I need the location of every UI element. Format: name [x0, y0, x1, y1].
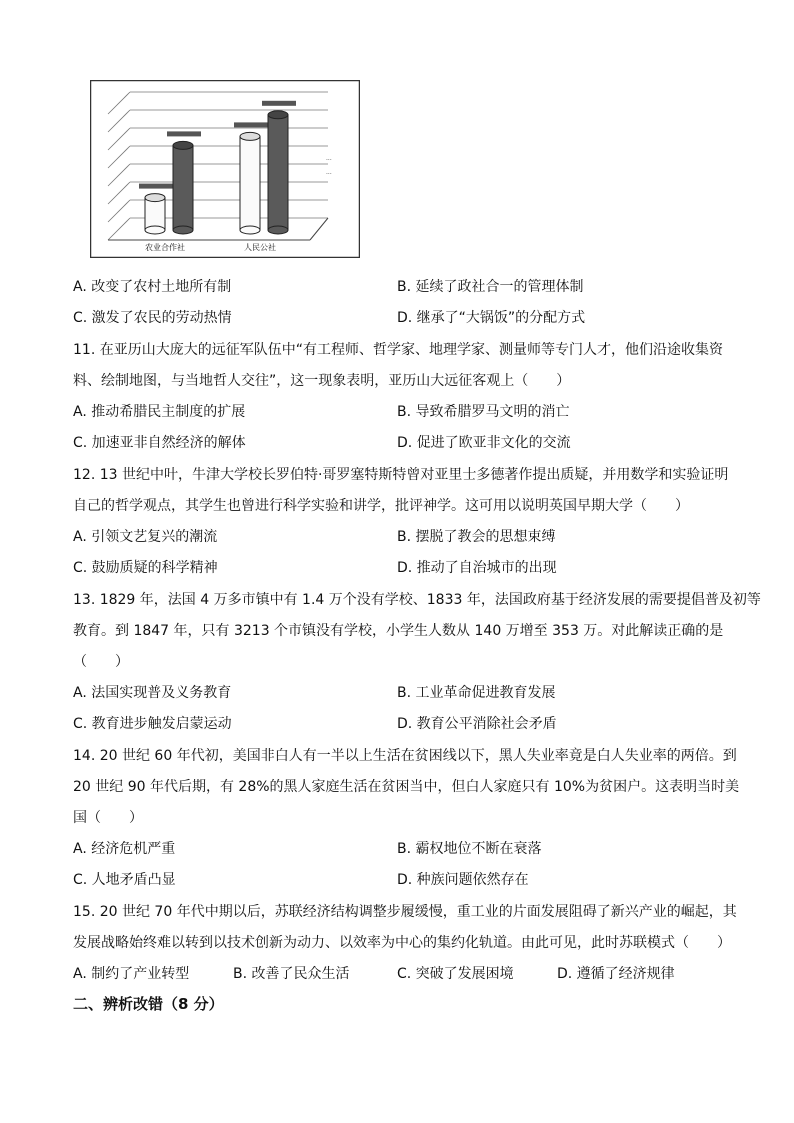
q10-option-b[interactable]: B. 延续了政社合一的管理体制 — [397, 279, 584, 295]
q13-option-c[interactable]: C. 教育进步触发启蒙运动 — [73, 716, 232, 732]
q12-option-c[interactable]: C. 鼓励质疑的科学精神 — [73, 560, 218, 576]
q14-option-b[interactable]: B. 霸权地位不断在衰落 — [397, 841, 542, 857]
bar-value-tag — [262, 101, 296, 106]
q15-stem-line-2: 发展战略始终难以转到以技术创新为动力、以效率为中心的集约化轨道。由此可见，此时苏联模式（ ） — [73, 935, 731, 951]
bar-value-tag — [234, 122, 268, 127]
q12-option-b[interactable]: B. 摆脱了教会的思想束缚 — [397, 529, 556, 545]
q13-stem-line-2: 教育。到 1847 年，只有 3213 个市镇没有学校，小学生人数从 140 万增至 353 万。对此解读正确的是 — [73, 623, 724, 639]
q15-stem-line-1: 15. 20 世纪 70 年代中期以后，苏联经济结构调整步履缓慢，重工业的片面发展阻碍了新兴产业的崛起，其 — [73, 904, 737, 920]
q14-stem-line-3: 国（ ） — [73, 810, 143, 826]
q12-option-d[interactable]: D. 推动了自治城市的出现 — [397, 560, 557, 576]
q14-stem-line-1: 14. 20 世纪 60 年代初，美国非白人有一半以上生活在贫困线以下，黑人失业率竟是白人失业率的两倍。到 — [73, 748, 737, 764]
q13-stem-line-3: （ ） — [73, 654, 129, 670]
chart-svg — [90, 80, 360, 258]
q14-stem-line-2: 20 世纪 90 年代后期，有 28%的黑人家庭生活在贫困当中，但白人家庭只有 10%为贫困户。这表明当时美 — [73, 779, 740, 795]
category-label: 人民公社 — [244, 243, 276, 252]
q12-stem-line-1: 12. 13 世纪中叶，牛津大学校长罗伯特·哥罗塞特斯特曾对亚里士多德著作提出质疑，并用数学和实验证明 — [73, 467, 729, 483]
q15-option-c[interactable]: C. 突破了发展困境 — [397, 966, 514, 982]
q10-option-d[interactable]: D. 继承了“大锅饭”的分配方式 — [397, 310, 586, 326]
q13-option-b[interactable]: B. 工业革命促进教育发展 — [397, 685, 556, 701]
q10-option-c[interactable]: C. 激发了农民的劳动热情 — [73, 310, 232, 326]
bar-value-tag — [139, 184, 173, 189]
q13-stem-line-1: 13. 1829 年，法国 4 万多市镇中有 1.4 万个没有学校、1833 年，法国政府基于经济发展的需要提倡普及初等 — [73, 592, 761, 608]
q11-stem-line-2: 料、绘制地图，与当地哲人交往”，这一现象表明，亚历山大远征客观上（ ） — [73, 373, 571, 389]
bar-chart — [90, 80, 360, 258]
q13-option-d[interactable]: D. 教育公平消除社会矛盾 — [397, 716, 557, 732]
q11-option-c[interactable]: C. 加速亚非自然经济的解体 — [73, 435, 246, 451]
q12-stem-line-2: 自己的哲学观点，其学生也曾进行科学实验和讲学，批评神学。这可用以说明英国早期大学（ ） — [73, 498, 689, 514]
category-label: 农业合作社 — [145, 243, 185, 252]
q15-option-a[interactable]: A. 制约了产业转型 — [73, 966, 190, 982]
q13-option-a[interactable]: A. 法国实现普及义务教育 — [73, 685, 232, 701]
legend-label: ... — [326, 155, 332, 162]
bar-value-tag — [167, 131, 201, 136]
q14-option-c[interactable]: C. 人地矛盾凸显 — [73, 872, 176, 888]
legend-label: ... — [326, 169, 332, 176]
q11-option-b[interactable]: B. 导致希腊罗马文明的消亡 — [397, 404, 570, 420]
q15-option-b[interactable]: B. 改善了民众生活 — [233, 966, 350, 982]
q12-option-a[interactable]: A. 引领文艺复兴的潮流 — [73, 529, 218, 545]
q14-option-a[interactable]: A. 经济危机严重 — [73, 841, 176, 857]
q11-stem-line-1: 11. 在亚历山大庞大的远征军队伍中“有工程师、哲学家、地理学家、测量师等专门人才，他们沿途收集资 — [73, 342, 723, 358]
q11-option-d[interactable]: D. 促进了欧亚非文化的交流 — [397, 435, 571, 451]
section-2-title: 二、辨析改错（8 分） — [73, 995, 224, 1013]
q11-option-a[interactable]: A. 推动希腊民主制度的扩展 — [73, 404, 246, 420]
q14-option-d[interactable]: D. 种族问题依然存在 — [397, 872, 529, 888]
q15-option-d[interactable]: D. 遵循了经济规律 — [557, 966, 675, 982]
q10-option-a[interactable]: A. 改变了农村土地所有制 — [73, 279, 232, 295]
